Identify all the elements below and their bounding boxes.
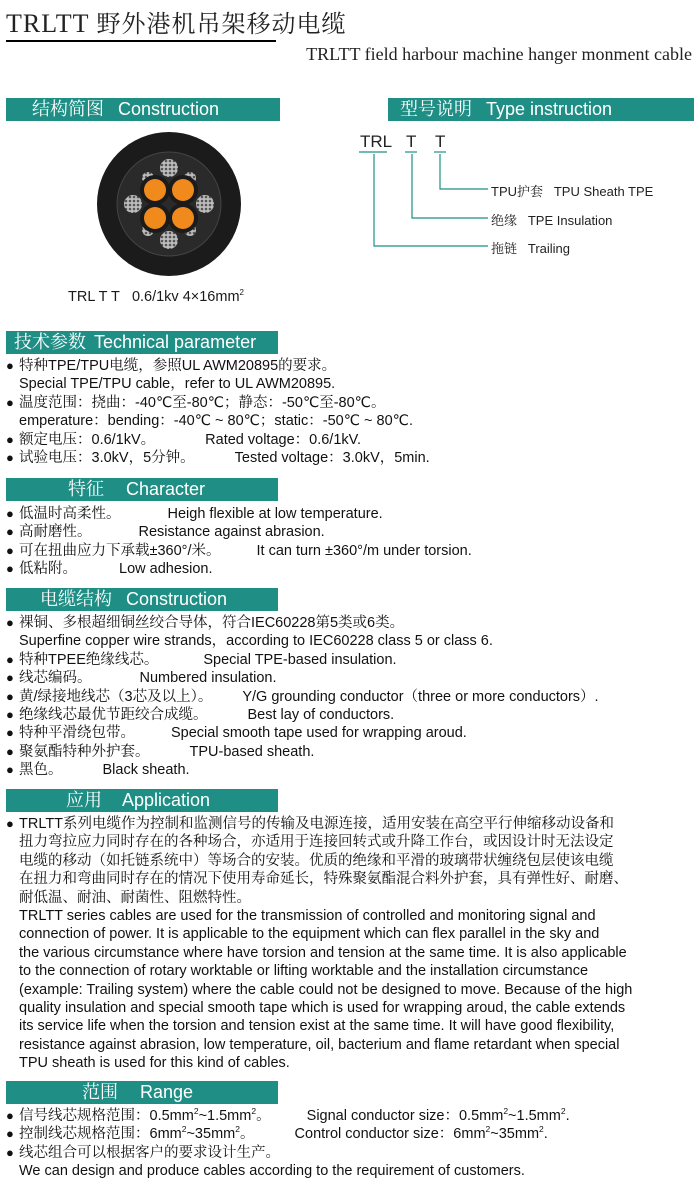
type-instruction-diagram [355,130,695,260]
list-item: ● 黄/绿接地线芯（3芯及以上）。 Y/G grounding conductor（three or more conductors）. [6,688,599,705]
list-item: ● 绝缘线芯最优节距绞合成缆。 Best lay of conductors. [6,707,395,724]
list-item: ● 信号线芯规格范围：$0.5mm^2\sim 1.5mm^2$。 Signal conductor size：$0.5mm^2\sim 1.5mm^2$. [6,1106,570,1124]
list-item: ● 聚氨酯特种外护套。 TPU-based sheath. [6,743,315,760]
page-title [6,4,347,39]
character-list [6,505,472,579]
list-item: ● 试验电压：3.0kV，5分钟。 Tested voltage：3.0kV，5min. [6,450,430,467]
superscript: 2 [239,288,244,298]
bar-en: Technical parameter [94,332,257,352]
list-item: ● 控制线芯规格范围：$6mm^2\sim 35mm^2$。 Control conductor size：$6mm^2\sim 35mm^2$. [6,1124,548,1143]
bar-en: Range [140,1082,194,1102]
type-code-t1: T [406,132,417,151]
cable-cross-section [96,131,242,277]
list-item: ● 黑色。 Black sheath. [6,762,190,779]
bar-en: Character [126,479,206,499]
section-bar-cable-construction [6,588,278,611]
legend-cn: TPU护套 [491,184,544,199]
cable-code: TRL T T [68,289,120,305]
list-item: ● 额定电压：0.6/1kV。 Rated voltage：0.6/1kV. [6,431,362,448]
orange-core [144,179,166,201]
list-item: ● 线芯编码。 Numbered insulation. [6,670,277,687]
application-body [6,815,696,1073]
technical-list [6,357,430,467]
legend-cn: 绝缘 [491,213,518,228]
bar-cn: 电缆结构 [40,589,112,610]
legend-trailing [491,238,570,257]
paragraph-line: TRLTT series cables are used for the transmission of controlled and monitoring signal and [19,908,596,925]
paragraph-line: the various circumstance where have torsion and tension at the same time. It is also applicable [19,944,627,961]
bar-en: Type instruction [486,99,613,119]
range-list [6,1107,570,1181]
title-chinese: 野外港机吊架移动电缆 [96,10,347,38]
list-item: ● 特种TPE/TPU电缆，参照UL AWM20895的要求。 [6,358,337,374]
list-item: ● 温度范围：挠曲：-40℃至-80℃；静态：-50℃至-80℃。 [6,394,386,411]
section-bar-range [6,1081,278,1104]
type-code-t2: T [435,132,446,151]
bar-cn: 特征 [68,479,104,500]
orange-core [172,207,194,229]
orange-core [144,207,166,229]
bar-en: Construction [118,99,220,119]
bar-en: Construction [126,589,228,609]
paragraph-line: TPU sheath is used for this kind of cables. [19,1055,290,1072]
list-item: We can design and produce cables according to the requirement of customers. [19,1163,525,1180]
cable-spec-label [68,289,244,305]
page-subtitle: TRLTT field harbour machine hanger monment cable [306,44,692,64]
section-bar-character [6,478,278,501]
legend-tpu-sheath [491,181,653,200]
list-item: ● 低温时高柔性。 Heigh flexible at low temperature. [6,506,383,522]
list-item: emperature：bending：-40℃ ~ 80℃；static：-50℃ ~ 80℃. [19,413,413,430]
list-item: ● 低粘附。 Low adhesion. [6,561,213,578]
legend-en: TPU Sheath TPE [553,184,654,199]
paragraph-line: its service life when the torsion and tension exist at the same time. It will have good flexibility, [19,1018,615,1035]
list-item: ● 裸铜、多根超细铜丝绞合导体，符合IEC60228第5类或6类。 [6,615,405,631]
paragraph-line: 耐低温、耐油、耐菌性、阻燃特性。 [19,889,251,906]
list-item: ● 特种TPEE绝缘线芯。 Special TPE-based insulation. [6,651,397,668]
legend-en: TPE Insulation [527,213,613,228]
filler-strand [124,195,142,213]
title-latin: TRLTT [6,9,90,38]
paragraph-line: to the connection of rotary worktable or lifting worktable and the installation circumstance [19,963,589,980]
paragraph-line: resistance against abrasion, low temperature, oil, bacterium and flame retardant when special [19,1036,620,1053]
cable-construction-list [6,614,599,780]
bar-cn: 技术参数 [14,332,86,353]
list-item: ● 可在扭曲应力下承载±360°/米。 It can turn ±360°/m under torsion. [6,542,472,559]
paragraph-line: (example: Trailing system) where the cable could not be designed to move. Because of the high [19,981,633,998]
section-bar-construction [6,98,280,121]
filler-strand [196,195,214,213]
legend-tpe-insulation [491,210,612,229]
paragraph-line: ● TRLTT系列电缆作为控制和监测信号的传输及电源连接，适用安装在高空平行伸缩移动设备和 [6,816,615,832]
section-bar-application [6,789,278,812]
paragraph-line: 扭力弯拉应力同时存在的各种场合，亦适用于连接回转式或升降工作台，或因设计时无法设定 [19,834,614,851]
section-bar-type [388,98,694,121]
filler-strand [160,159,178,177]
list-item: Special TPE/TPU cable，refer to UL AWM20895. [19,376,336,393]
legend-cn: 拖链 [491,241,518,256]
orange-core [172,179,194,201]
paragraph-line: quality insulation and special smooth tape which is used for wrapping aroud, the cable extends [19,1000,626,1017]
list-item: ● 线芯组合可以根据客户的要求设计生产。 [6,1144,280,1161]
bar-cn: 结构简图 [32,99,104,120]
section-bar-technical [6,331,278,354]
list-item: ● 特种平滑绕包带。 Special smooth tape used for wrapping aroud. [6,725,467,742]
type-code-trl: TRL [360,132,393,151]
bar-cn: 应用 [66,790,102,811]
legend-en: Trailing [527,241,571,256]
title-underline [6,40,276,42]
list-item: ● 高耐磨性。 Resistance against abrasion. [6,524,325,541]
list-item: Superfine copper wire strands，according to IEC60228 class 5 or class 6. [19,633,493,650]
bar-cn: 型号说明 [400,99,472,120]
bar-cn: 范围 [82,1082,118,1103]
cable-diagram [96,131,242,277]
cable-spec: 0.6/1kv 4×16mm [131,289,240,305]
paragraph-line: connection of power. It is applicable to the equipment which can flex parallel in the sky and [19,926,600,943]
filler-strand [160,231,178,249]
bar-en: Application [122,790,211,810]
paragraph-line: 电缆的移动（如托链系统中）等场合的安装。优质的绝缘和平滑的玻璃带状缠绕包层使该电缆 [19,852,614,869]
paragraph-line: 在扭力和弯曲同时存在的情况下使用寿命延长，特殊聚氨酯混合料外护套，具有弹性好、耐磨、 [19,871,628,888]
